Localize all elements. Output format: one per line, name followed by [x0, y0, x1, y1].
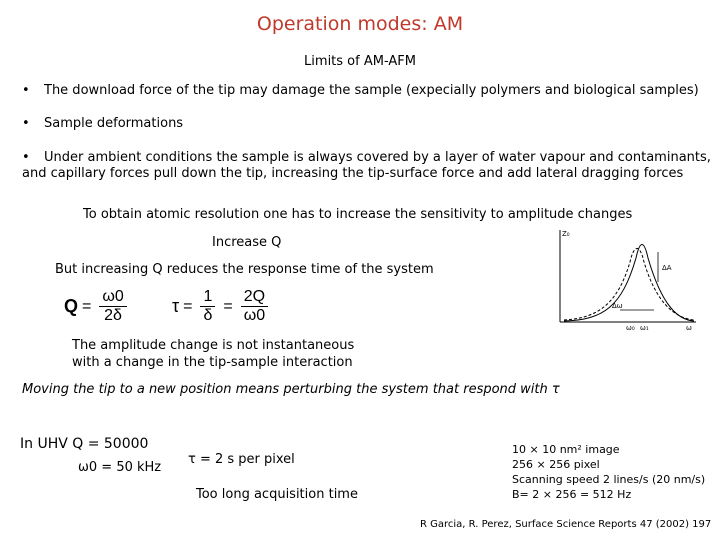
delta-a-label: ΔA [662, 264, 672, 272]
y-axis-label: Z₀ [562, 230, 570, 238]
moving-tip-text: Moving the tip to a new position means perturbing the system that respond with τ [22, 382, 560, 397]
bullet-item [22, 83, 699, 98]
bandwidth-text: B= 2 × 256 = 512 Hz [512, 488, 632, 501]
equals-sign: = [223, 297, 233, 315]
bullet-text: The download force of the tip may damage the sample (expecially polymers and biological samples) [44, 83, 699, 98]
delta-omega-label: Δω [612, 302, 623, 310]
tau-numerator-2: 2Q [241, 288, 268, 307]
bullet-dot-icon: • [22, 116, 30, 131]
resonance-curve-dashed [564, 249, 694, 321]
response-time-text: But increasing Q reduces the response time of the system [55, 262, 434, 277]
amplitude-text-2: with a change in the tip-sample interaction [72, 355, 353, 370]
bullet-text: Sample deformations [44, 116, 184, 131]
tau-formula [172, 288, 272, 325]
pixel-count-text: 256 × 256 pixel [512, 458, 600, 471]
tau-symbol: τ [172, 296, 180, 316]
page-subtitle: Limits of AM-AFM [304, 54, 416, 69]
bullet-dot-icon: • [22, 150, 30, 165]
q-fraction [99, 288, 126, 325]
q-symbol: Q [64, 296, 79, 316]
q-numerator: ω0 [99, 288, 126, 307]
omega0-value-text: ω0 = 50 kHz [78, 460, 162, 475]
reference-text: R Garcia, R. Perez, Surface Science Reports 47 (2002) 197 [420, 519, 712, 530]
tau-denominator-1: δ [203, 307, 213, 324]
resolution-text: To obtain atomic resolution one has to increase the sensitivity to amplitude changes [83, 207, 633, 222]
omega-label: ω [686, 324, 692, 332]
image-size-text: 10 × 10 nm² image [512, 443, 620, 456]
image-info-block [512, 442, 705, 502]
tau-numerator-1: 1 [200, 288, 215, 307]
resonance-curve-solid [564, 245, 694, 322]
bullet-item [22, 150, 711, 165]
too-long-text: Too long acquisition time [196, 487, 358, 502]
page-title: Operation modes: AM [256, 13, 464, 35]
bullet-continuation: and capillary forces pull down the tip, increasing the tip-surface force and add lateral dragging forces [22, 166, 684, 181]
scan-speed-text: Scanning speed 2 lines/s (20 nm/s) [512, 473, 706, 486]
bullet-dot-icon: • [22, 83, 30, 98]
omega0-label: ω₀ [626, 324, 635, 332]
equals-sign: = [82, 297, 92, 315]
tau-denominator-2: ω0 [243, 307, 266, 324]
amplitude-text-1: The amplitude change is not instantaneous [72, 338, 355, 353]
omega1-label: ω₁ [640, 324, 649, 332]
tau-fraction-1 [200, 288, 215, 325]
q-formula [64, 288, 131, 325]
q-denominator: 2δ [104, 307, 122, 324]
tau-fraction-2 [241, 288, 268, 325]
resonance-curve-diagram [540, 222, 700, 334]
tau-value-text: τ = 2 s per pixel [188, 452, 295, 467]
bullet-item [22, 116, 183, 131]
increase-q-text: Increase Q [212, 235, 282, 250]
uhv-q-text: In UHV Q = 50000 [20, 436, 149, 452]
bullet-text: Under ambient conditions the sample is always covered by a layer of water vapour and contaminants, [44, 150, 711, 165]
equals-sign: = [183, 297, 193, 315]
